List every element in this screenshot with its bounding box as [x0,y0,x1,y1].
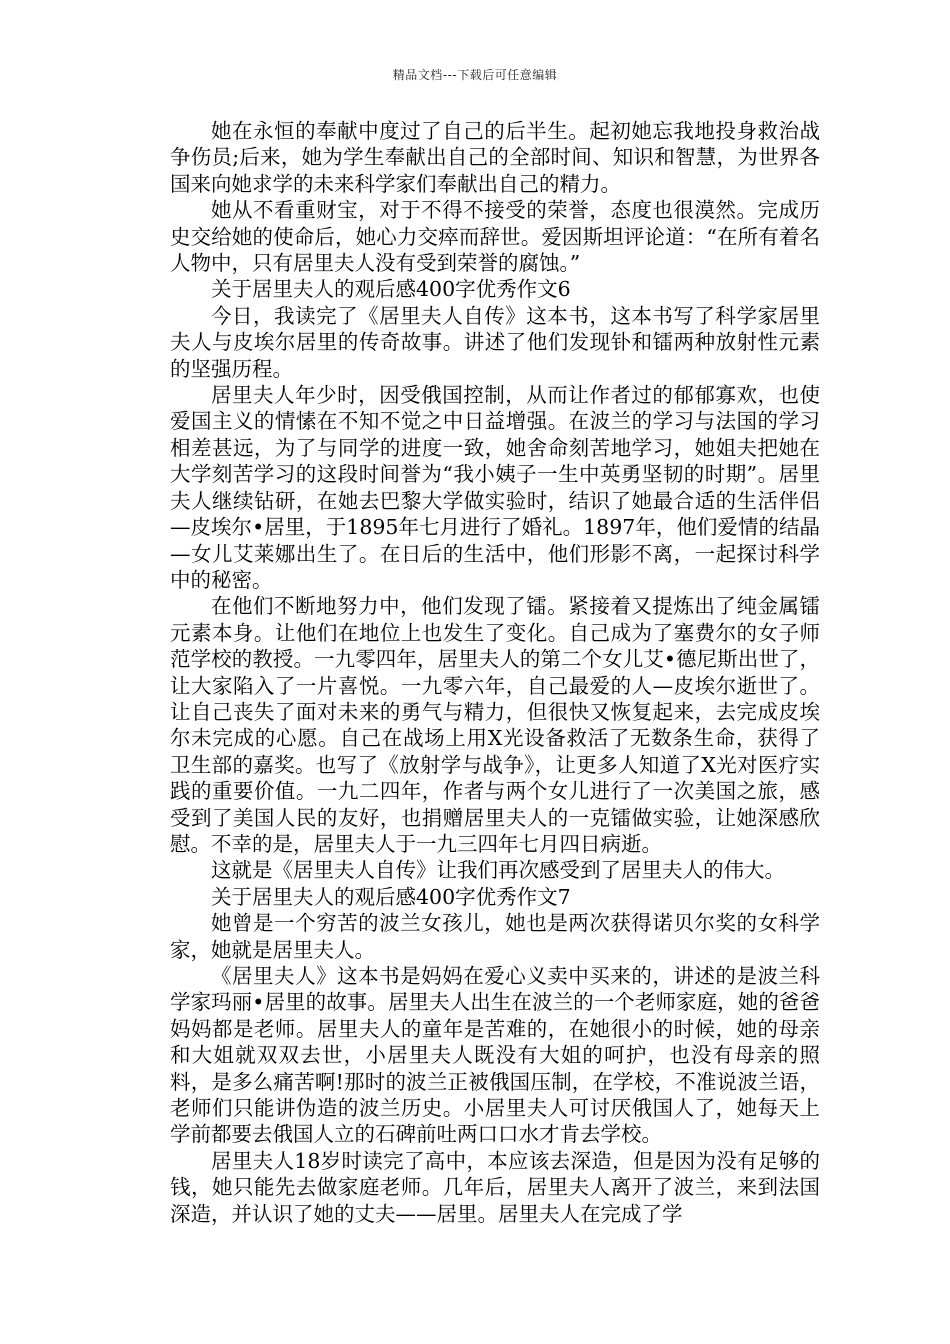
document-body [170,118,820,1227]
section-heading: 关于居里夫人的观后感400字优秀作文6 [211,277,571,302]
paragraph: 她从不看重财宝，对于不得不接受的荣誉，态度也很漠然。完成历史交给她的使命后，她心力交瘁而辞世。爱因斯坦评论道：“在所有着名人物中，只有居里夫人没有受到荣誉的腐蚀。” [170,198,820,276]
paragraph: 居里夫人18岁时读完了高中，本应该去深造，但是因为没有足够的钱，她只能先去做家庭老师。几年后，居里夫人离开了波兰，来到法国深造，并认识了她的丈夫——居里。居里夫人在完成了学 [170,1148,820,1226]
paragraph: 这就是《居里夫人自传》让我们再次感受到了居里夫人的伟大。 [211,858,785,883]
paragraph: 今日，我读完了《居里夫人自传》这本书，这本书写了科学家居里夫人与皮埃尔居里的传奇故事。讲述了他们发现钋和镭两种放射性元素的坚强历程。 [170,303,820,381]
section-heading: 关于居里夫人的观后感400字优秀作文7 [211,884,571,909]
paragraph: 《居里夫人》这本书是妈妈在爱心义卖中买来的，讲述的是波兰科学家玛丽•居里的故事。居里夫人出生在波兰的一个老师家庭，她的爸爸妈妈都是老师。居里夫人的童年是苦难的，在她很小的时候，她的母亲和大姐就双双去世，小居里夫人既没有大姐的呵护，也没有母亲的照料，是多么痛苦啊!那时的波兰正被俄国压制，在学校，不准说波兰语，老师们只能讲伪造的波兰历史。小居里夫人可讨厌俄国人了，她每天上学前都要去俄国人立的石碑前吐两口口水才肯去学校。 [170,964,820,1147]
paragraph: 她曾是一个穷苦的波兰女孩儿，她也是两次获得诺贝尔奖的女科学家，她就是居里夫人。 [170,911,820,962]
paragraph: 她在永恒的奉献中度过了自己的后半生。起初她忘我地投身救治战争伤员;后来，她为学生奉献出自己的全部时间、知识和智慧，为世界各国来向她求学的未来科学家们奉献出自己的精力。 [170,119,820,196]
page-header: 精品文档---下载后可任意编辑 [392,68,558,82]
paragraph: 在他们不断地努力中，他们发现了镭。紧接着又提炼出了纯金属镭元素本身。让他们在地位上也发生了变化。自己成为了塞费尔的女子师范学校的教授。一九零四年，居里夫人的第二个女儿艾•德尼斯出世了，让大家陷入了一片喜悦。一九零六年，自己最爱的人—皮埃尔逝世了。让自己丧失了面对未来的勇气与精力，但很快又恢复起来，去完成皮埃尔未完成的心愿。自己在战场上用X光设备救活了无数条生命，获得了卫生部的嘉奖。也写了《放射学与战争》，让更多人知道了X光对医疗实践的重要价值。一九二四年，作者与两个女儿进行了一次美国之旅，感受到了美国人民的友好，也捐赠居里夫人的一克镭做实验，让她深感欣慰。不幸的是，居里夫人于一九三四年七月四日病逝。 [170,594,820,856]
paragraph: 居里夫人年少时，因受俄国控制，从而让作者过的郁郁寡欢，也使爱国主义的情愫在不知不觉之中日益增强。在波兰的学习与法国的学习相差甚远，为了与同学的进度一致，她舍命刻苦地学习，她姐夫把她在大学刻苦学习的这段时间誉为“我小姨子一生中英勇坚韧的时期”。居里夫人继续钻研，在她去巴黎大学做实验时，结识了她最合适的生活伴侣—皮埃尔•居里，于1895年七月进行了婚礼。1897年，他们爱情的结晶—女儿艾莱娜出生了。在日后的生活中，他们形影不离，一起探讨科学中的秘密。 [170,383,820,592]
